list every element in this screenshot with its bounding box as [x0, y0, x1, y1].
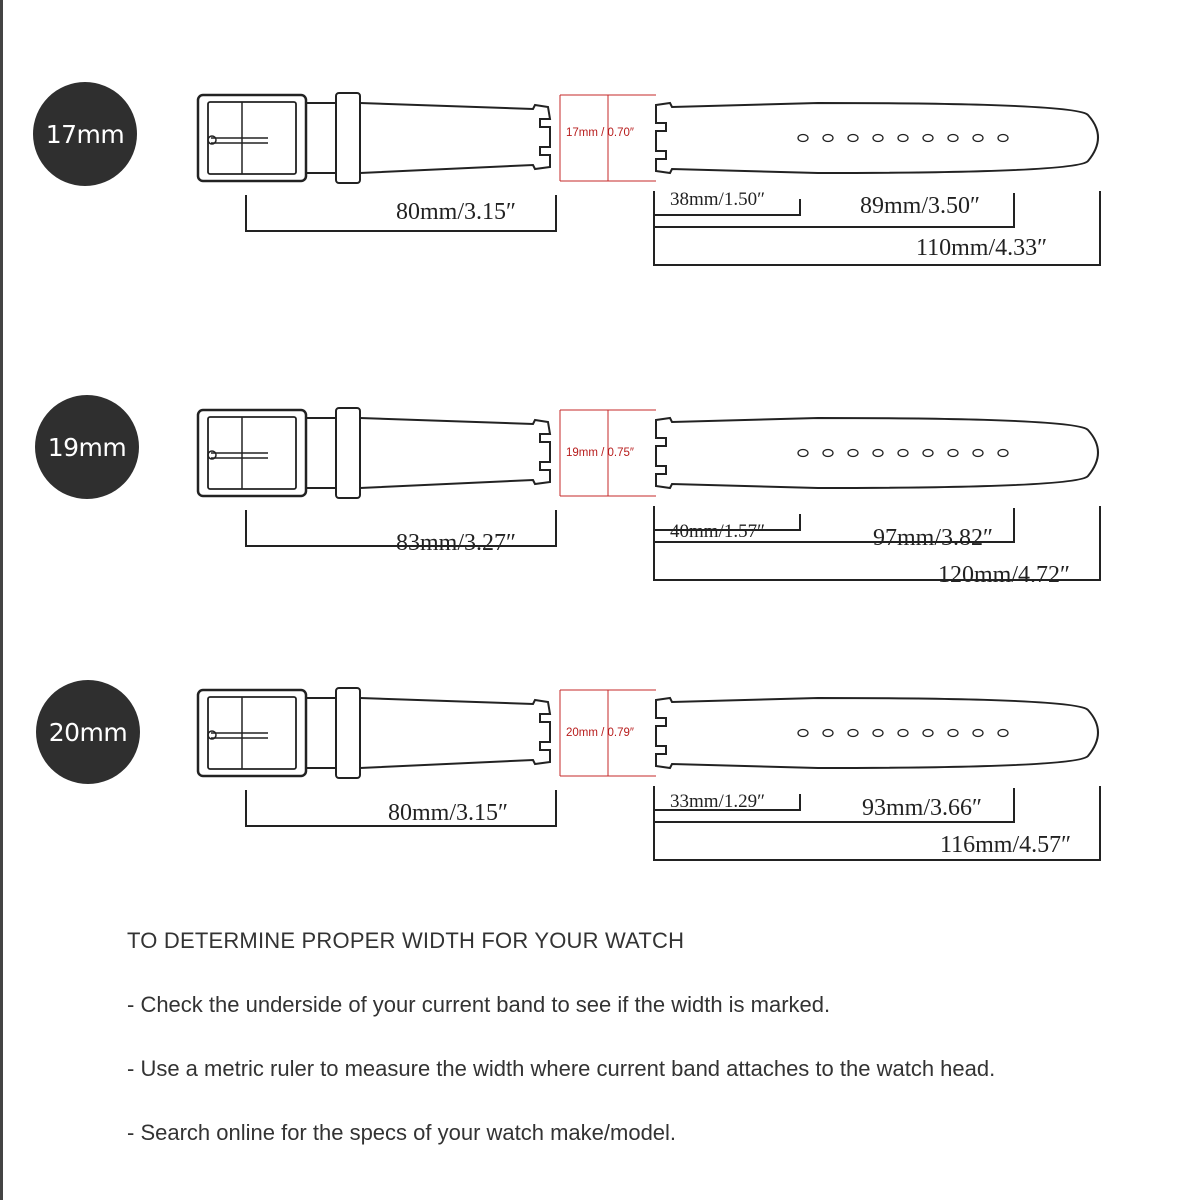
buckle-length-label: 83mm/3.27″ [396, 530, 516, 556]
instruction-item: - Search online for the specs of your watch make/model. [127, 1120, 677, 1145]
instruction-item: - Use a metric ruler to measure the width where current band attaches to the watch head. [127, 1056, 996, 1081]
strap-20mm [198, 688, 1100, 860]
instructions-section [127, 928, 1187, 1184]
tip-length-label: 38mm/1.50″ [670, 189, 765, 210]
instructions-title: TO DETERMINE PROPER WIDTH FOR YOUR WATCH [127, 928, 685, 953]
size-badge-label: 17mm [45, 119, 125, 149]
buckle-length-label: 80mm/3.15″ [388, 800, 508, 826]
holes-length-label: 93mm/3.66″ [862, 795, 982, 821]
strap-19mm [198, 408, 1100, 588]
holes-length-label: 89mm/3.50″ [860, 193, 980, 219]
holes-length-label: 97mm/3.82″ [873, 525, 993, 551]
tip-length-label: 33mm/1.29″ [670, 791, 765, 812]
width-label: 17mm / 0.70″ [566, 127, 634, 139]
tail-length-label: 110mm/4.33″ [916, 235, 1048, 261]
width-label: 20mm / 0.79″ [566, 727, 634, 739]
width-label: 19mm / 0.75″ [566, 447, 634, 459]
size-badge-label: 19mm [47, 432, 127, 462]
size-badge-label: 20mm [48, 717, 128, 747]
tip-length-label: 40mm/1.57″ [670, 521, 765, 542]
instruction-item: - Check the underside of your current band to see if the width is marked. [127, 992, 831, 1017]
tail-length-label: 120mm/4.72″ [938, 562, 1070, 588]
strap-17mm [198, 93, 1100, 265]
tail-length-label: 116mm/4.57″ [940, 832, 1072, 858]
buckle-length-label: 80mm/3.15″ [396, 199, 516, 225]
